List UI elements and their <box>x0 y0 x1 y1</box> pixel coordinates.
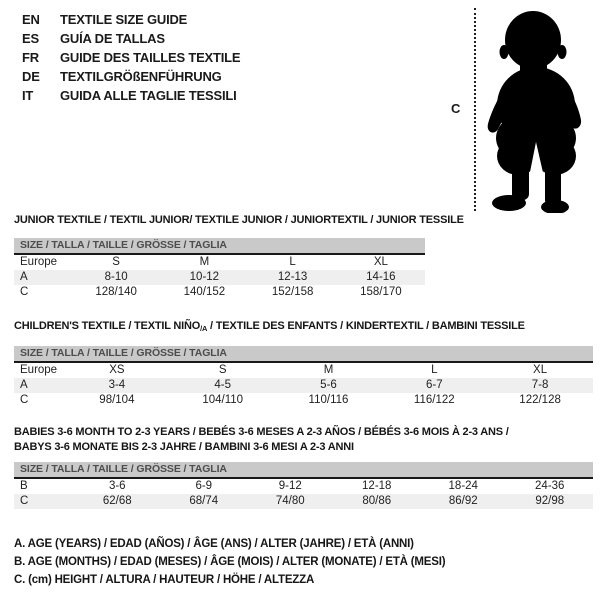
table-row-c <box>14 285 425 300</box>
lang-row-fr <box>22 48 240 67</box>
value-cell: 140/152 <box>183 286 226 298</box>
value-cell: 98/104 <box>99 394 135 406</box>
height-measure-line <box>474 8 476 211</box>
size-header-bar: SIZE / TALLA / TAILLE / GRÖSSE / TAGLIA <box>14 346 593 363</box>
table-row-header <box>14 255 425 270</box>
lang-code: FR <box>22 50 39 65</box>
value-cell: 7-8 <box>531 379 549 391</box>
value-cell: 86/92 <box>448 495 478 507</box>
lang-code: ES <box>22 31 39 46</box>
row-label-cell: C <box>20 495 29 507</box>
value-cell: 10-12 <box>189 271 220 283</box>
children-title-part2: / TEXTILE DES ENFANTS / KINDERTEXTIL / BAMBINI TESSILE <box>207 320 525 332</box>
value-cell: 14-16 <box>366 271 396 283</box>
value-cell: 12-18 <box>362 480 392 492</box>
value-cell: 116/122 <box>413 394 455 406</box>
column-header-cell: S <box>112 256 120 268</box>
value-cell: 158/170 <box>360 286 402 298</box>
baby-silhouette-icon <box>487 8 593 213</box>
column-header-cell: XL <box>533 364 548 376</box>
legend-line-b: B. AGE (MONTHS) / EDAD (MESES) / ÂGE (MOIS) / ALTER (MONATE) / ETÀ (MESI) <box>14 556 446 568</box>
value-cell: 80/86 <box>362 495 392 507</box>
lang-title: TEXTILE SIZE GUIDE <box>60 12 188 27</box>
junior-section-title: JUNIOR TEXTILE / TEXTIL JUNIOR/ TEXTILE JUNIOR / JUNIORTEXTIL / JUNIOR TESSILE <box>14 214 464 226</box>
value-cell: 122/128 <box>519 394 561 406</box>
children-section-title <box>14 320 525 333</box>
lang-code: EN <box>22 12 40 27</box>
babies-section-title <box>14 425 594 455</box>
table-row-b <box>14 479 593 494</box>
babies-title-line1: BABIES 3-6 MONTH TO 2-3 YEARS / BEBÉS 3-6 MESES A 2-3 AÑOS / BÉBÉS 3-6 MOIS À 2-3 ANS / <box>14 426 509 438</box>
value-cell: 9-12 <box>278 480 302 492</box>
table-row-c <box>14 494 593 509</box>
lang-row-it <box>22 86 240 105</box>
legend-line-a: A. AGE (YEARS) / EDAD (AÑOS) / ÂGE (ANS) / ALTER (JAHRE) / ETÀ (ANNI) <box>14 538 414 550</box>
value-cell: 4-5 <box>214 379 231 391</box>
value-cell: 24-36 <box>535 480 565 492</box>
legend <box>14 535 445 589</box>
table-row-a <box>14 378 593 393</box>
children-size-table <box>14 346 593 408</box>
value-cell: 8-10 <box>104 271 128 283</box>
row-label-cell: Europe <box>20 364 58 376</box>
value-cell: 152/158 <box>271 286 314 298</box>
lang-row-en <box>22 10 240 29</box>
column-header-cell: M <box>323 364 334 376</box>
column-header-cell: L <box>431 364 438 376</box>
lang-code: IT <box>22 88 34 103</box>
column-header-cell: S <box>218 364 227 376</box>
measure-label-c: C <box>451 101 461 116</box>
row-label-cell: A <box>20 271 28 283</box>
row-label-cell: B <box>20 480 28 492</box>
lang-row-de <box>22 67 240 86</box>
children-title-part1: CHILDREN'S TEXTILE / TEXTIL NIÑO <box>14 320 201 332</box>
size-header-bar: SIZE / TALLA / TAILLE / GRÖSSE / TAGLIA <box>14 238 425 255</box>
value-cell: 12-13 <box>277 271 308 283</box>
value-cell: 62/68 <box>102 495 132 507</box>
lang-title: TEXTILGRÖßENFÜHRUNG <box>60 69 222 84</box>
value-cell: 92/98 <box>535 495 565 507</box>
babies-title-line2: BABYS 3-6 MONATE BIS 2-3 JAHRE / BAMBINI 3-6 MESI A 2-3 ANNI <box>14 441 354 453</box>
lang-title: GUIDA ALLE TAGLIE TESSILI <box>60 88 237 103</box>
junior-size-table <box>14 238 425 300</box>
size-header-bar: SIZE / TALLA / TAILLE / GRÖSSE / TAGLIA <box>14 462 593 479</box>
value-cell: 18-24 <box>448 480 478 492</box>
value-cell: 3-6 <box>108 480 126 492</box>
value-cell: 68/74 <box>189 495 219 507</box>
children-title-subscript: /A <box>200 324 208 333</box>
lang-code: DE <box>22 69 40 84</box>
value-cell: 110/116 <box>308 394 349 406</box>
value-cell: 128/140 <box>95 286 137 298</box>
legend-line-c: C. (cm) HEIGHT / ALTURA / HAUTEUR / HÖHE / ALTEZZA <box>14 574 315 586</box>
lang-row-es <box>22 29 240 48</box>
value-cell: 104/110 <box>202 394 244 406</box>
row-label-cell: Europe <box>20 256 58 268</box>
value-cell: 6-9 <box>195 480 213 492</box>
table-row-c <box>14 393 593 408</box>
table-row-a <box>14 270 425 285</box>
column-header-cell: XL <box>373 256 388 268</box>
column-header-cell: XS <box>109 364 125 376</box>
value-cell: 3-4 <box>108 379 126 391</box>
lang-title: GUÍA DE TALLAS <box>60 31 165 46</box>
column-header-cell: L <box>289 256 296 268</box>
babies-size-table <box>14 462 593 509</box>
column-header-cell: M <box>199 256 210 268</box>
row-label-cell: C <box>20 286 29 298</box>
language-list <box>22 10 240 105</box>
table-row-header <box>14 363 593 378</box>
row-label-cell: A <box>20 379 28 391</box>
row-label-cell: C <box>20 394 29 406</box>
value-cell: 6-7 <box>425 379 443 391</box>
value-cell: 5-6 <box>320 379 337 391</box>
lang-title: GUIDE DES TAILLES TEXTILE <box>60 50 241 65</box>
value-cell: 74/80 <box>275 495 305 507</box>
